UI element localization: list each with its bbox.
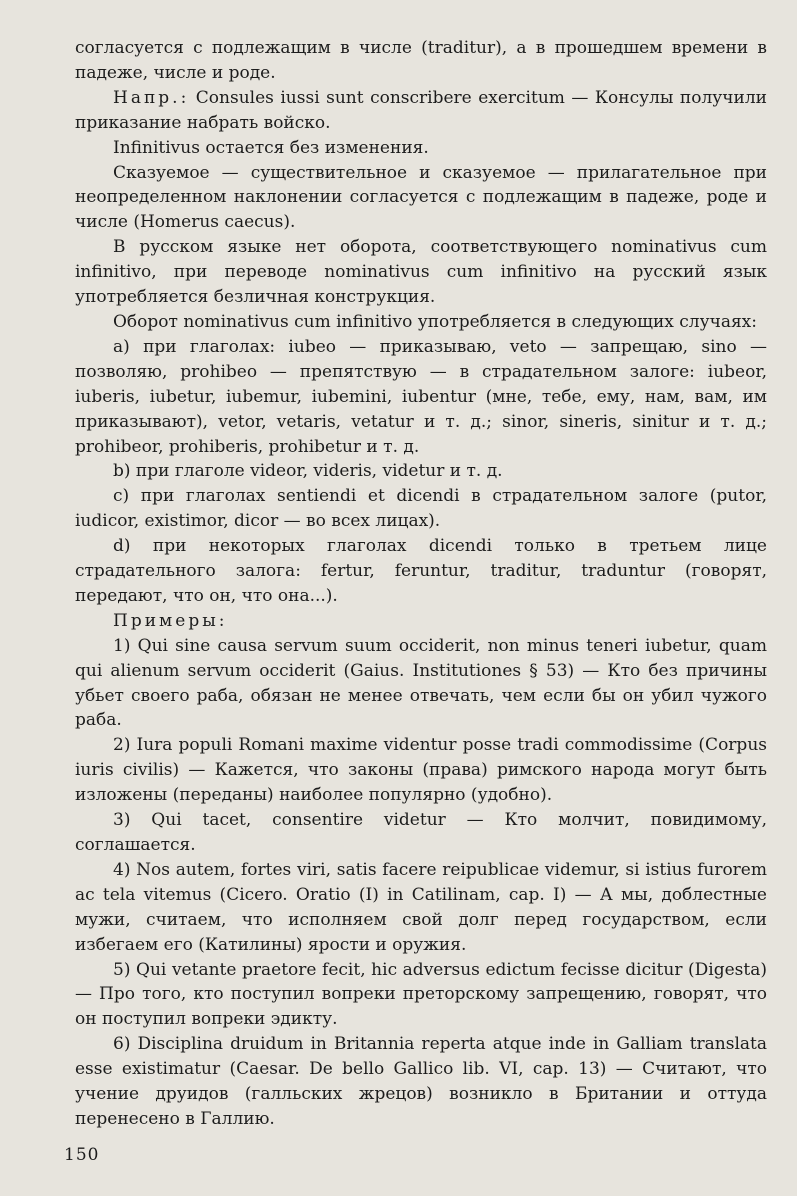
paragraph (75, 808, 767, 858)
text-run: a) при глаголах: iubeo — приказываю, veto — запрещаю, sino — позволяю, prohibeo — препятствую — в страдательном залоге: iubeor, iuberis, iubetur, iubemur, iubemini, iubentur (мне, тебе, ему, нам, вам, им приказывают), vetor, vetaris, vetatur и т. д.; sinor, sineris, sinitur и т. д.; prohibeor, prohiberis, prohibetur и т. д. (75, 336, 767, 457)
text-run: Оборот nominativus cum infinitivo употребляется в следующих случаях: (113, 311, 757, 332)
text-run: Сказуемое — существительное и сказуемое — прилагательное при неопределенном наклонении согласуется с подлежащим в падеже, роде и числе (Homerus caecus). (75, 162, 767, 233)
text-run: c) при глаголах sentiendi et dicendi в страдательном залоге (putor, iudicor, existimor, dicor — во всех лицах). (75, 486, 767, 532)
paragraph (75, 609, 767, 634)
paragraph (75, 136, 767, 161)
paragraph (75, 733, 767, 808)
paragraph (75, 335, 767, 460)
text-run: 5) Qui vetante praetore fecit, hic adversus edictum fecisse dicitur (Digesta) — Про того, кто поступил вопреки преторскому запрещению, говорят, что он поступил вопреки эдикту. (75, 959, 767, 1030)
page-number: 150 (64, 1145, 100, 1165)
paragraph (75, 86, 767, 136)
text-run: d) при некоторых глаголах dicendi только в третьем лице страдательного залога: fertur, feruntur, traditur, traduntur (говорят, передают, что он, что она...). (75, 536, 767, 606)
text-run: 4) Nos autem, fortes viri, satis facere reipublicae videmur, si istius furorem ac tela vitemus (Cicero. Oratio (I) in Catilinam, cap. I) — А мы, доблестные мужи, считаем, что исполняем свой долг перед государством, если избегаем его (Катилины) ярости и оружия. (75, 859, 767, 955)
text-run: 2) Iura populi Romani maxime videntur posse tradi commodissime (Corpus iuris civilis) — Кажется, что законы (права) римского народа могут быть изложены (переданы) наиболее популярно (удобно). (75, 735, 767, 806)
paragraph (75, 235, 767, 310)
spaced-heading-word: Напр.: (113, 87, 190, 108)
page-body-text (75, 36, 767, 1132)
paragraph (75, 459, 767, 484)
paragraph (75, 161, 767, 236)
text-run: согласуется с подлежащим в числе (traditur), а в прошедшем времени в падеже, числе и роде. (75, 38, 767, 83)
text-run: 3) Qui tacet, consentire videtur — Кто молчит, повидимому, соглашается. (75, 810, 767, 855)
text-run: В русском языке нет оборота, соответствующего nominativus cum infinitivo, при переводе nominativus cum infinitivo на русский язык употребляется безличная конструкция. (75, 237, 767, 308)
paragraph (75, 1032, 767, 1132)
paragraph (75, 534, 767, 609)
paragraph (75, 310, 767, 335)
paragraph (75, 484, 767, 534)
text-run: 1) Qui sine causa servum suum occiderit, non minus teneri iubetur, quam qui alienum servum occiderit (Gaius. Institutiones § 53) — Кто без причины убьет своего раба, обязан не менее отвечать, чем если бы он убил чужого раба. (75, 635, 767, 731)
paragraph (75, 634, 767, 734)
spaced-heading-word: Примеры: (113, 610, 228, 631)
paragraph (75, 958, 767, 1033)
paragraph (75, 36, 767, 86)
text-run: b) при глаголе videor, videris, videtur и т. д. (113, 461, 503, 482)
text-run: Consules iussi sunt conscribere exercitum — Консулы получили приказание набрать войско. (75, 87, 767, 133)
text-run: 6) Disciplina druidum in Britannia reperta atque inde in Galliam translata esse existimatur (Caesar. De bello Gallico lib. VI, cap. 13) — Считают, что учение друидов (галльских жрецов) возникло в Британии и оттуда перенесено в Галлию. (75, 1034, 767, 1129)
paragraph (75, 858, 767, 958)
text-run: Infinitivus остается без изменения. (113, 137, 429, 158)
